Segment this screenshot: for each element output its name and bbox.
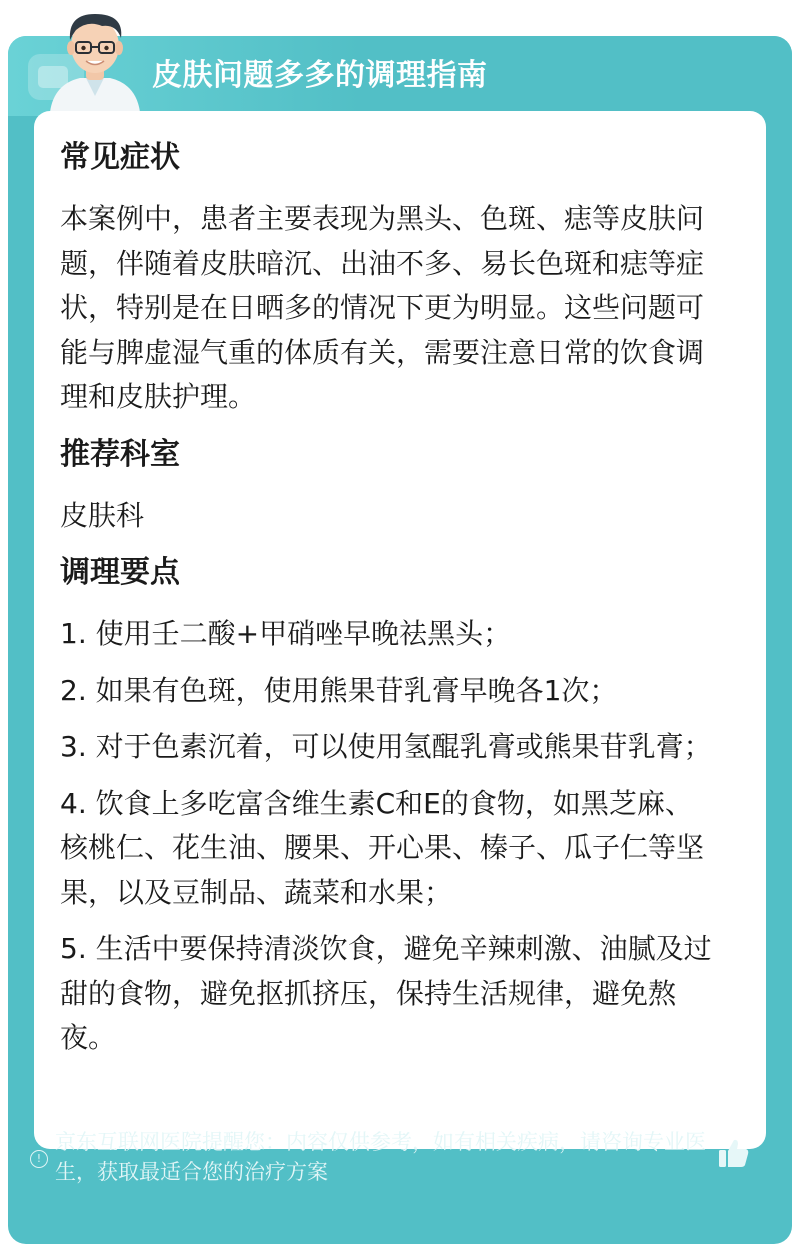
list-item: 4. 饮食上多吃富含维生素C和E的食物，如黑芝麻、核桃仁、花生油、腰果、开心果、榛子、瓜子仁等坚果，以及豆制品、蔬菜和水果； (60, 786, 705, 909)
care-heading: 调理要点 (60, 555, 180, 590)
list-item: 2. 如果有色斑，使用熊果苷乳膏早晚各1次； (60, 673, 618, 707)
symptoms-heading: 常见症状 (60, 140, 180, 175)
content-card (34, 111, 766, 1149)
thumbs-up-icon[interactable] (717, 1136, 751, 1170)
info-icon: ! (30, 1150, 48, 1168)
list-item: 3. 对于色素沉着，可以使用氢醌乳膏或熊果苷乳膏； (60, 730, 712, 763)
department-text: 皮肤科 (60, 498, 145, 532)
card-content (60, 137, 720, 1073)
disclaimer-text: 京东互联网医院提醒您：内容仅供参考，如有相关疾病，请咨询专业医生，获取最适合您的治疗方案 (55, 1130, 706, 1184)
list-item: 5. 生活中要保持清淡饮食，避免辛辣刺激、油腻及过甜的食物，避免抠抓挤压，保持生活规律，避免熬夜。 (60, 932, 712, 1054)
page-title: 皮肤问题多多的调理指南 (152, 58, 488, 93)
doctor-avatar (40, 4, 150, 112)
list-item: 1. 使用壬二酸+甲硝唑早晚祛黑头； (60, 617, 512, 650)
symptoms-text: 本案例中，患者主要表现为黑头、色斑、痣等皮肤问题，伴随着皮肤暗沉、出油不多、易长色斑和痣等症状，特别是在日晒多的情况下更为明显。这些问题可能与脾虚湿气重的体质有关，需要注意日常的饮食调理和皮肤护理。 (60, 202, 705, 413)
department-heading: 推荐科室 (60, 436, 180, 472)
